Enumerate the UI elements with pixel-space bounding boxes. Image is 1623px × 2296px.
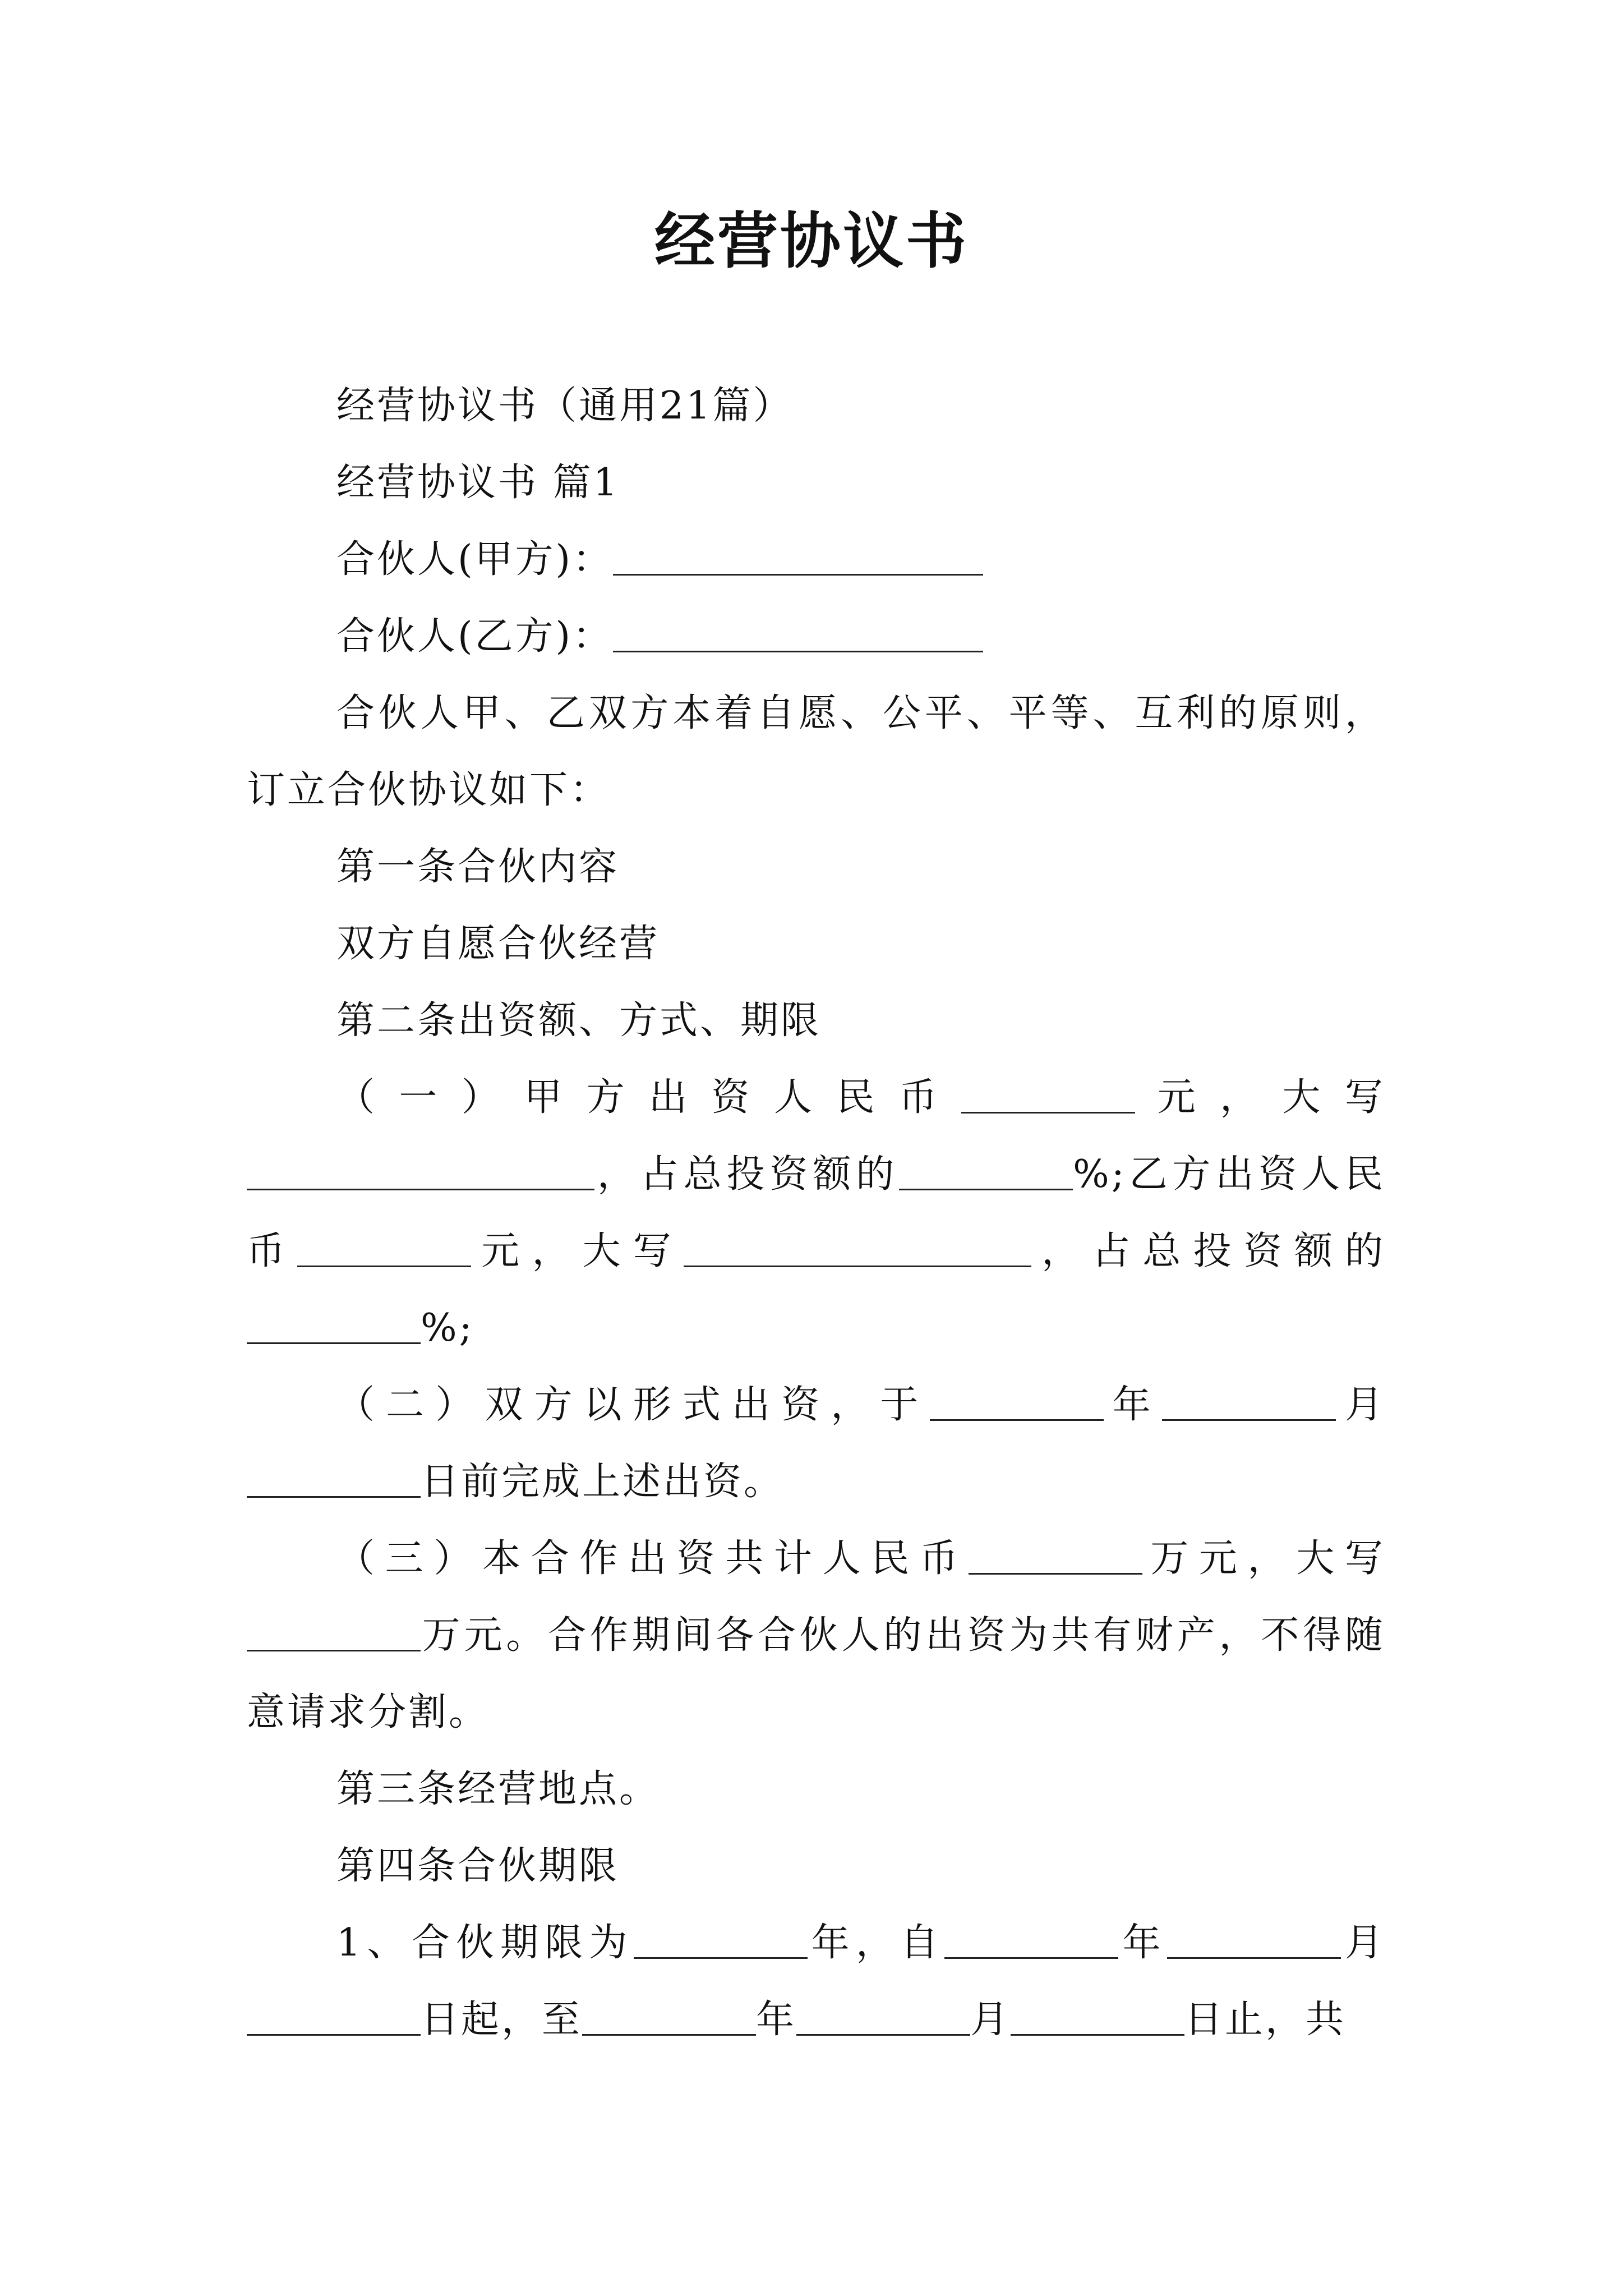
paragraph-party-a <box>247 521 1385 598</box>
percent-blank <box>247 1303 421 1344</box>
amount-blank <box>961 1073 1135 1114</box>
text-segment: %;乙方出资人民币 <box>247 1152 1385 1273</box>
amount-blank <box>969 1534 1142 1575</box>
text-segment: ，占总投资额的 <box>1031 1229 1385 1273</box>
month-blank <box>1162 1380 1336 1421</box>
paragraph-capital-2 <box>247 1366 1385 1520</box>
uppercase-blank <box>247 1149 594 1190</box>
year-blank <box>930 1380 1104 1421</box>
end-year-blank <box>582 1995 756 2036</box>
day-blank <box>247 1457 421 1498</box>
text-segment: 日起，至 <box>421 1998 583 2042</box>
text-segment: 万元。合作期间各合伙人的出资为共有财产，不得随意请求分割。 <box>247 1613 1385 1734</box>
text-segment: 元，大写 <box>471 1229 684 1273</box>
text-segment: （二）双方以形式出资，于 <box>336 1383 930 1427</box>
text-segment: %; <box>421 1306 474 1350</box>
paragraph-capital-1 <box>247 1059 1385 1366</box>
text-segment: 日前完成上述出资。 <box>421 1460 785 1504</box>
text-segment: 年 <box>1103 1383 1162 1427</box>
text-segment: 年，自 <box>807 1921 945 1965</box>
text-segment: 月 <box>970 1998 1011 2042</box>
paragraph-article-1: 第一条合伙内容 <box>336 845 620 889</box>
document-body <box>247 367 1385 2058</box>
text-segment: 日止，共 <box>1184 1998 1347 2042</box>
start-day-blank <box>247 1995 421 2036</box>
party-a-label: 合伙人(甲方)： <box>336 537 614 582</box>
paragraph-article-1-content: 双方自愿合伙经营 <box>336 922 660 966</box>
paragraph-subtitle: 经营协议书（通用21篇） <box>336 384 794 428</box>
paragraph-party-b <box>247 598 1385 675</box>
text-segment: ，占总投资额的 <box>594 1152 900 1197</box>
paragraph-article-2: 第二条出资额、方式、期限 <box>336 999 822 1043</box>
text-segment: （一）甲方出资人民币 <box>336 1075 962 1120</box>
party-b-label: 合伙人(乙方)： <box>336 614 614 659</box>
paragraph-article-4: 第四条合伙期限 <box>336 1844 620 1888</box>
paragraph-principle: 合伙人甲、乙双方本着自愿、公平、平等、互利的原则，订立合伙协议如下： <box>247 691 1385 812</box>
paragraph-term <box>247 1904 1385 2058</box>
percent-blank <box>899 1149 1073 1190</box>
text-segment: 月 <box>1335 1383 1385 1427</box>
start-month-blank <box>1167 1918 1341 1959</box>
document-title: 经营协议书 <box>654 206 969 277</box>
end-month-blank <box>796 1995 970 2036</box>
years-blank <box>634 1918 808 1959</box>
party-a-blank <box>613 535 983 576</box>
text-segment: 年 <box>1118 1921 1167 1965</box>
text-segment: 年 <box>756 1998 797 2042</box>
end-day-blank <box>1011 1995 1184 2036</box>
amount-blank <box>297 1226 471 1267</box>
paragraph-section-heading: 经营协议书 篇1 <box>336 461 620 505</box>
paragraph-article-3: 第三条经营地点。 <box>336 1767 660 1811</box>
party-b-blank <box>613 611 983 652</box>
text-segment: 元，大写 <box>1135 1075 1385 1120</box>
text-segment: 月 <box>1340 1921 1385 1965</box>
paragraph-capital-3 <box>247 1520 1385 1751</box>
text-segment: （三）本合作出资共计人民币 <box>336 1536 969 1581</box>
text-segment: 万元，大写 <box>1142 1536 1385 1581</box>
uppercase-blank <box>247 1611 421 1651</box>
start-year-blank <box>944 1918 1118 1959</box>
text-segment: 1、合伙期限为 <box>336 1921 634 1965</box>
uppercase-blank <box>684 1226 1031 1267</box>
